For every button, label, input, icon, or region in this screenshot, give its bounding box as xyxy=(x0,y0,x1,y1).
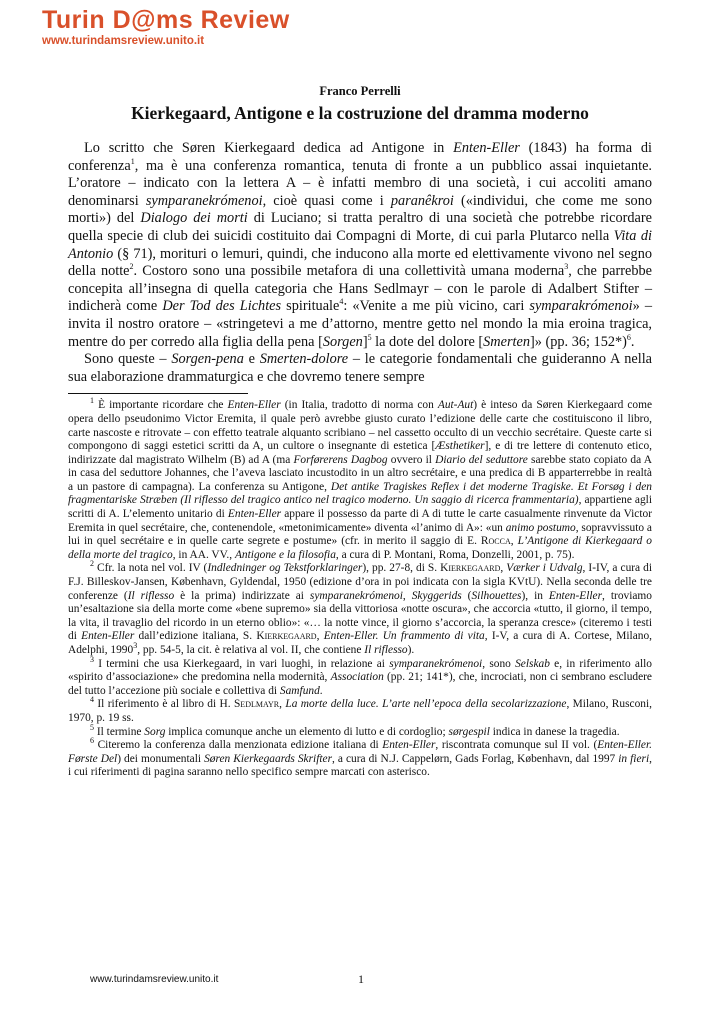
small-caps-span: Kierkegaard xyxy=(256,630,317,643)
site-header xyxy=(42,8,290,47)
italic-span: Vita di Antonio xyxy=(68,227,652,262)
italic-span: Indledninger og Tekstforklaringer xyxy=(207,562,363,575)
footnote: $^5$ Il termine Sorg implica comunque anche un elemento di lutto e di cordoglio; sørgespil indica in danese la tragedia. xyxy=(90,722,620,738)
footnote-ref[interactable]: 5 xyxy=(90,722,94,732)
italic-span: Silhouettes xyxy=(471,589,522,602)
footnotes xyxy=(68,396,653,780)
article-title: Kierkegaard, Antigone e la costruzione del dramma moderno xyxy=(131,103,589,123)
footnote-ref[interactable]: 5 xyxy=(367,332,372,342)
italic-span: Enten-Eller xyxy=(227,399,281,412)
footnote-ref[interactable]: 3 xyxy=(90,654,94,664)
italic-span: Skyggerids xyxy=(411,589,462,602)
italic-span: L’Antigone di Kierkegaard o della morte del tragico xyxy=(68,535,652,561)
site-url[interactable]: www.turindamsreview.unito.it xyxy=(42,35,205,47)
footnote: $^3$ I termini che usa Kierkegaard, in vari luoghi, in relazione ai symparanekrómenoi, sono Selskab e, in riferimento allo «spirito d’associazione» che predomina nella modernità, Association (pp. 21; 141*), che, incrociati, non ci sembrano escludere del tutto l’accezione più sociale e collettiva di Samfund. xyxy=(68,654,652,697)
italic-span: Enten-Eller xyxy=(81,630,135,643)
page-number: 1 xyxy=(358,972,364,986)
footnote: $^6$ Citeremo la conferenza dalla menzionata edizione italiana di Enten-Eller, riscontrata comunque sul II vol. (Enten-Eller. Første Del) dei monumentali Søren Kierkegaards Skrifter, a cura di N.J. Cappelørn, Gads Forlag, København, dal 1997 in fieri, i cui riferimenti di pagina saranno nello specifico sempre marcati con asterisco. xyxy=(68,736,652,779)
article xyxy=(68,84,652,780)
italic-span: symparakrómenoi xyxy=(529,298,633,315)
footnote-ref[interactable]: 2 xyxy=(129,262,134,272)
footnote: $^1$ È importante ricordare che Enten-Eller (in Italia, tradotto di norma con Aut-Aut) è inteso da Søren Kierkegaard come opera dello pseudonimo Victor Eremita, il quale però avrebbe giusto curato l’edizione delle carte che costituiscono il libro, carte nascoste e ritrovate – con effetto teatrale alquanto scribiano – nel cassetto occulto di un vecchio secrétaire. Queste carte si compongono di saggi estetici scritti da A, un cultore o insegnante di estetica [Æsthetiker], e di tre lettere di contenuto etico, indirizzate dal magistrato Wilhelm (B) ad A (ma Forførerens Dagbog ovvero il Diario del seduttore sarebbe stato copiato da A in casa del seduttore Johannes, che l’aveva lasciato incustodito in un altro secrétaire, e una predica di B apparterrebbe in realtà a un pastore di campagna). La conferenza su Antigone, Det antike Tragiskes Reflex i det moderne Tragiske. Et Forsøg i den fragmentariske Stræben (Il riflesso del tragico antico nel tragico moderno. Un saggio di ricerca frammentaria), appartiene agli scritti di A. L’elemento unitario di Enten-Eller appare il possesso da parte di A di tutte le carte casualmente rinvenute da Victor Eremita in quel secrétaire, che, contenendole, «metonimicamente» diventa «l’animo di A»: «un animo postumo, sopravvissuto a lui in quel secrétaire e in quelle carte segrete e postume» (cfr. in merito il saggio di E. Rocca, L’Antigone di Kierkegaard o della morte del tragico, in AA. VV., Antigone e la filosofia, a cura di P. Montani, Roma, Donzelli, 2001, p. 75). xyxy=(68,396,653,561)
italic-span: paranêkroi xyxy=(390,192,454,209)
italic-span: Værker i Udvalg xyxy=(506,562,583,575)
italic-span: Association xyxy=(330,671,384,684)
italic-span: Forførerens Dagbog xyxy=(293,453,388,466)
italic-span: Enten-Eller xyxy=(227,508,282,521)
italic-span: Il riflesso xyxy=(364,644,408,656)
italic-span: Sorgen-pena xyxy=(171,351,244,368)
article-author: Franco Perrelli xyxy=(319,84,401,98)
italic-span: Il riflesso xyxy=(127,589,175,602)
italic-span: Smerten xyxy=(483,333,531,350)
body-paragraph: Lo scritto che Søren Kierkegaard dedica ad Antigone in Enten-Eller (1843) ha forma di conferenza$^1$, ma è una conferenza romantica, tenuta di fronte a un pubblico assai inquietante. L’oratore – indicato con la lettera A – è infatti membro di una società, i cui accoliti amano denominarsi symparanekrómenoi, cioè quasi come i paranêkroi («individui, che come me sono morti») del Dialogo dei morti di Luciano; si tratta peraltro di una società che potrebbe ricordare quella specie di club dei suicidi costituito dai Compagni di Morte, di cui parla Plutarco nella Vita di Antonio (§ 71), morituri o lemuri, quindi, che inducono alla morte ed elettivamente vivono nel segno della notte$^2$. Costoro sono una possibile metafora di una collettività umana moderna$^3$, che parrebbe concepita all’insegna di quella categoria che Hans Sedlmayr – con le parole di Adalbert Stifter – indicherà come Der Tod des Lichtes spirituale$^4$: «Venite a me più vicino, cari symparakrómenoi» – invita il nostro oratore – «stringetevi a me d’attorno, mentre getto nel mondo la mia eroina tragica, mentre do per corredo alla figlia della pena [Sorgen]$^5$ la dote del dolore [Smerten]» (pp. 36; 152*)$^6$. xyxy=(68,140,653,350)
italic-span: symparanekrómenoi xyxy=(145,192,263,209)
italic-span: Samfund xyxy=(279,684,320,697)
italic-span: Søren Kierkegaards Skrifter xyxy=(204,752,333,765)
italic-span: sørgespil xyxy=(448,725,490,738)
italic-span: Sorgen xyxy=(322,333,363,350)
italic-span: Enten-Eller xyxy=(382,739,436,752)
italic-span: Enten-Eller. Un frammento di vita xyxy=(323,630,485,643)
footnote-ref[interactable]: 1 xyxy=(90,396,94,406)
small-caps-span: Sedlmayr xyxy=(233,698,280,711)
footnote-ref[interactable]: 6 xyxy=(90,736,94,746)
footnote-ref[interactable]: 1 xyxy=(130,156,135,166)
small-caps-span: Kierkegaard xyxy=(440,562,501,575)
article-body xyxy=(68,140,652,386)
italic-span: Sorg xyxy=(144,725,166,738)
footnote: $^2$ Cfr. la nota nel vol. IV (Indledninger og Tekstforklaringer), pp. 27-8, di S. Kierkegaard, Værker i Udvalg, I-IV, a cura di F.J. Billeskov-Jansen, København, Gyldendal, 1950 (edizione d’ora in poi indicata con la sigla KVtU). Nella seconda delle tre conferenze (Il riflesso è la prima) indirizzate ai symparanekrómenoi, Skyggerids (Silhouettes), in Enten-Eller, troviamo un’esaltazione sia della morte come «bene supremo» sia della vittoriosa «notte oscura», che accorcia «tutto, il giorno, il tempo, la vita, il travaglio del ricordo in un eterno oblio»: «… la notte vince, il giorno s’accorcia, la speranza cresce» (citeremo i testi di Enten-Eller dall’edizione italiana, S. Kierkegaard, Enten-Eller. Un frammento di vita, I-V, a cura di A. Cortese, Milano, Adelphi, 1990$^3$, pp. 54-5, la cit. è relativa al vol. II, che contiene Il riflesso). xyxy=(68,559,653,656)
footnote: $^4$ Il riferimento è al libro di H. Sedlmayr, La morte della luce. L’arte nell’epoca della secolarizzazione, Milano, Rusconi, 1970, p. 19 ss. xyxy=(68,695,652,724)
italic-span: in fieri xyxy=(618,752,650,765)
italic-span: symparanekrómenoi xyxy=(389,657,483,670)
footnote-ref[interactable]: 3 xyxy=(564,262,569,272)
italic-span: Enten-Eller. Første Del xyxy=(68,739,652,765)
italic-span: Diario del seduttore xyxy=(435,453,528,466)
italic-span: Enten-Eller xyxy=(548,589,603,602)
italic-span: Dialogo dei morti xyxy=(140,210,248,227)
italic-span: La morte della luce. L’arte nell’epoca della secolarizzazione xyxy=(285,698,567,711)
italic-span: Antigone e la filosofia xyxy=(234,548,336,561)
footnote-ref[interactable]: 4 xyxy=(90,695,94,705)
footnote-ref[interactable]: 2 xyxy=(90,559,94,569)
italic-span: Der Tod des Lichtes xyxy=(162,298,282,315)
italic-span: Æsthetiker xyxy=(435,440,485,453)
footnote-divider xyxy=(68,393,248,394)
italic-span: Smerten-dolore xyxy=(259,351,349,368)
footnote-ref[interactable]: 3 xyxy=(133,641,138,651)
italic-span: symparanekrómenoi xyxy=(309,589,403,602)
body-paragraph: Sono queste – Sorgen-pena e Smerten-dolore – le categorie fondamentali che guideranno A nella sua elaborazione drammaturgica e che dovremo tenere sempre xyxy=(68,351,653,385)
site-logo: Turin D@ms Review xyxy=(42,6,290,34)
italic-span: Aut-Aut xyxy=(437,399,474,412)
footnote-ref[interactable]: 6 xyxy=(626,332,631,342)
italic-span: animo postumo xyxy=(505,521,576,534)
small-caps-span: Rocca xyxy=(480,535,511,548)
italic-span: Det antike Tragiskes Reflex i det moderne Tragiske. Et Forsøg i den fragmentariske Stræben (Il riflesso del tragico antico nel tragico moderno. Un saggio di ricerca frammentaria) xyxy=(68,480,652,507)
italic-span: Selskab xyxy=(515,657,550,670)
footnote-ref[interactable]: 4 xyxy=(339,297,344,307)
italic-span: Enten-Eller xyxy=(453,140,520,156)
footer-url[interactable]: www.turindamsreview.unito.it xyxy=(90,974,219,985)
